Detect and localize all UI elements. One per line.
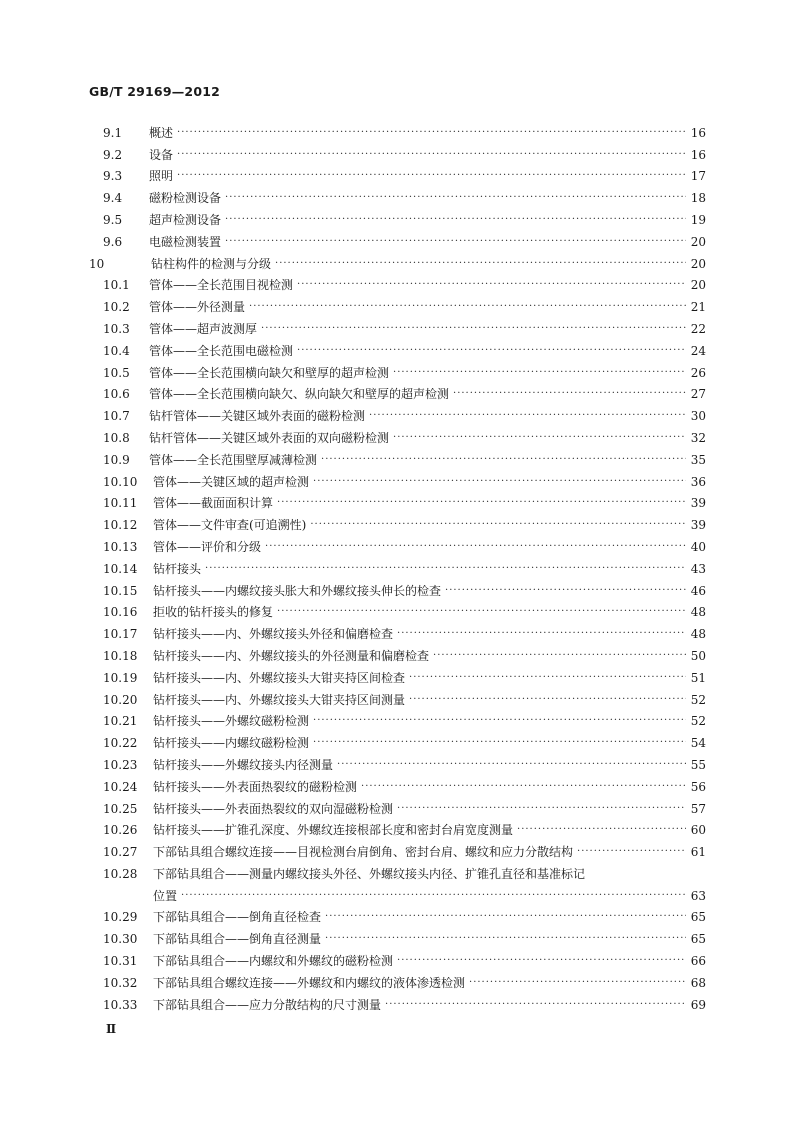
toc-entry-number: 10.13 bbox=[103, 539, 138, 554]
toc-entry[interactable] bbox=[89, 772, 706, 794]
dot-leader bbox=[453, 387, 686, 401]
dot-leader bbox=[277, 496, 686, 510]
toc-entry-number: 9.4 bbox=[103, 191, 123, 206]
toc-entry-title: 钻杆接头——内、外螺纹接头大钳夹持区间检查 bbox=[153, 670, 406, 685]
toc-entry[interactable] bbox=[89, 663, 706, 685]
toc-entry-title: 钻杆接头——内、外螺纹接头大钳夹持区间测量 bbox=[153, 692, 406, 707]
toc-entry-number: 10.26 bbox=[103, 823, 138, 838]
dot-leader bbox=[337, 758, 686, 772]
toc-entry-number: 10.31 bbox=[103, 954, 138, 969]
toc-entry-number: 10.18 bbox=[103, 648, 138, 663]
toc-entry[interactable] bbox=[89, 358, 706, 380]
toc-entry-page: 20 bbox=[690, 256, 706, 271]
toc-entry-page: 56 bbox=[690, 779, 706, 794]
toc-entry-title: 概述 bbox=[149, 125, 174, 140]
toc-entry-continuation bbox=[89, 881, 706, 903]
toc-entry-number: 10.17 bbox=[103, 627, 138, 642]
dot-leader bbox=[397, 627, 686, 641]
toc-entry-number: 10.8 bbox=[103, 430, 130, 445]
toc-entry-number: 10.19 bbox=[103, 670, 138, 685]
toc-entry-number: 10.2 bbox=[103, 300, 130, 315]
dot-leader bbox=[313, 475, 686, 489]
toc-entry-title: 钻杆接头——外螺纹磁粉检测 bbox=[153, 714, 310, 729]
dot-leader bbox=[517, 823, 686, 837]
toc-entry-title: 超声检测设备 bbox=[149, 212, 222, 227]
toc-entry[interactable] bbox=[89, 641, 706, 663]
toc-entry-title: 下部钻具组合——应力分散结构的尺寸测量 bbox=[153, 997, 382, 1012]
toc-entry-number: 10.23 bbox=[103, 757, 138, 772]
toc-entry-title: 管体——全长范围电磁检测 bbox=[149, 343, 294, 358]
dot-leader bbox=[249, 300, 686, 314]
toc-entry[interactable] bbox=[89, 816, 706, 838]
toc-entry[interactable] bbox=[89, 205, 706, 227]
toc-entry-number: 10.14 bbox=[103, 561, 138, 576]
dot-leader bbox=[397, 954, 686, 968]
toc-entry-number: 10.15 bbox=[103, 583, 138, 598]
dot-leader bbox=[261, 322, 686, 336]
toc-entry-title: 钻杆接头——内、外螺纹接头外径和偏磨检查 bbox=[153, 627, 394, 642]
toc-entry[interactable] bbox=[89, 249, 706, 271]
toc-entry-number: 10.29 bbox=[103, 910, 138, 925]
toc-entry[interactable] bbox=[89, 598, 706, 620]
dot-leader bbox=[225, 235, 686, 249]
toc-entry[interactable] bbox=[89, 314, 706, 336]
toc-entry-page: 16 bbox=[690, 147, 706, 162]
toc-entry-page: 36 bbox=[690, 474, 706, 489]
toc-entry-page: 65 bbox=[690, 932, 706, 947]
toc-entry-title: 管体——超声波测厚 bbox=[149, 321, 258, 336]
toc-entry-page: 52 bbox=[690, 714, 706, 729]
toc-entry-number: 10.12 bbox=[103, 518, 138, 533]
dot-leader bbox=[393, 366, 686, 380]
dot-leader bbox=[577, 845, 686, 859]
toc-entry[interactable] bbox=[89, 619, 706, 641]
toc-entry-page: 61 bbox=[690, 845, 706, 860]
dot-leader bbox=[361, 780, 686, 794]
toc-entry-page: 50 bbox=[690, 648, 706, 663]
toc-entry-page: 24 bbox=[690, 343, 706, 358]
toc-entry[interactable] bbox=[89, 380, 706, 402]
dot-leader bbox=[205, 562, 686, 576]
toc-entry-title: 下部钻具组合螺纹连接——目视检测台肩倒角、密封台肩、螺纹和应力分散结构 bbox=[153, 845, 574, 860]
toc-entry-page: 19 bbox=[690, 212, 706, 227]
dot-leader bbox=[369, 409, 686, 423]
dot-leader bbox=[297, 278, 686, 292]
toc-entry[interactable] bbox=[89, 750, 706, 772]
toc-entry-page: 21 bbox=[690, 300, 706, 315]
toc-entry-number: 10.30 bbox=[103, 932, 138, 947]
toc-entry[interactable] bbox=[89, 903, 706, 925]
toc-entry[interactable] bbox=[89, 554, 706, 576]
toc-entry[interactable] bbox=[89, 837, 706, 859]
toc-entry-title: 磁粉检测设备 bbox=[149, 191, 222, 206]
toc-entry-title: 下部钻具组合——内螺纹和外螺纹的磁粉检测 bbox=[153, 954, 394, 969]
toc-entry-title: 管体——评价和分级 bbox=[153, 539, 262, 554]
dot-leader bbox=[181, 889, 686, 903]
dot-leader bbox=[225, 191, 686, 205]
dot-leader bbox=[433, 649, 686, 663]
dot-leader bbox=[409, 671, 686, 685]
toc-entry-title-continued: 位置 bbox=[153, 888, 178, 903]
toc-entry-title: 钻杆接头 bbox=[153, 561, 202, 576]
toc-entry-number: 9.5 bbox=[103, 212, 123, 227]
toc-entry-number: 10.33 bbox=[103, 997, 138, 1012]
dot-leader bbox=[313, 736, 686, 750]
toc-entry-number: 9.6 bbox=[103, 234, 123, 249]
toc-entry-page: 57 bbox=[690, 801, 706, 816]
toc-entry-title: 管体——文件审查(可追溯性) bbox=[153, 518, 307, 533]
toc-entry-title: 钻杆管体——关键区域外表面的磁粉检测 bbox=[149, 409, 366, 424]
dot-leader bbox=[265, 540, 686, 554]
toc-entry-title: 钻杆接头——外表面热裂纹的双向湿磁粉检测 bbox=[153, 801, 394, 816]
toc-entry[interactable] bbox=[89, 946, 706, 968]
toc-entry-page: 55 bbox=[690, 757, 706, 772]
toc-entry-number: 10.25 bbox=[103, 801, 138, 816]
toc-entry-number: 10.20 bbox=[103, 692, 138, 707]
toc-entry[interactable] bbox=[89, 707, 706, 729]
toc-entry[interactable] bbox=[89, 685, 706, 707]
toc-entry-title: 钻杆管体——关键区域外表面的双向磁粉检测 bbox=[149, 430, 390, 445]
toc-entry-title: 下部钻具组合螺纹连接——外螺纹和内螺纹的液体渗透检测 bbox=[153, 975, 466, 990]
toc-entry-title: 管体——外径测量 bbox=[149, 300, 246, 315]
dot-leader bbox=[409, 693, 686, 707]
toc-entry-number: 10.27 bbox=[103, 845, 138, 860]
toc-entry[interactable] bbox=[89, 794, 706, 816]
toc-entry[interactable] bbox=[89, 510, 706, 532]
toc-entry-page: 54 bbox=[690, 736, 706, 751]
toc-entry[interactable] bbox=[89, 532, 706, 554]
toc-entry-page: 20 bbox=[690, 234, 706, 249]
toc-entry-title: 钻杆接头——内螺纹接头胀大和外螺纹接头伸长的检查 bbox=[153, 583, 442, 598]
toc-entry-number: 10.7 bbox=[103, 409, 130, 424]
toc-entry-title: 拒收的钻杆接头的修复 bbox=[153, 605, 274, 620]
dot-leader bbox=[310, 518, 686, 532]
toc-entry-number: 10.22 bbox=[103, 736, 138, 751]
toc-entry-number: 10.11 bbox=[103, 496, 138, 511]
dot-leader bbox=[325, 932, 686, 946]
toc-entry-title: 钻柱构件的检测与分级 bbox=[151, 256, 272, 271]
toc-entry[interactable] bbox=[89, 423, 706, 445]
toc-entry-title: 下部钻具组合——测量内螺纹接头外径、外螺纹接头内径、扩锥孔直径和基准标记 bbox=[153, 866, 586, 881]
toc-entry-page: 51 bbox=[690, 670, 706, 685]
toc-entry-page: 32 bbox=[690, 430, 706, 445]
toc-entry-page: 22 bbox=[690, 321, 706, 336]
toc-entry-page: 26 bbox=[690, 365, 706, 380]
toc-entry-title: 管体——全长范围横向缺欠、纵向缺欠和壁厚的超声检测 bbox=[149, 387, 450, 402]
toc-entry-number: 10.21 bbox=[103, 714, 138, 729]
toc-entry-page: 60 bbox=[690, 823, 706, 838]
toc-entry-number: 10.16 bbox=[103, 605, 138, 620]
dot-leader bbox=[393, 431, 686, 445]
toc-entry-page: 35 bbox=[690, 452, 706, 467]
dot-leader bbox=[385, 998, 686, 1012]
toc-entry[interactable] bbox=[89, 336, 706, 358]
toc-entry-number: 9.2 bbox=[103, 147, 123, 162]
toc-entry-page: 46 bbox=[690, 583, 706, 598]
toc-entry-page: 69 bbox=[690, 997, 706, 1012]
dot-leader bbox=[321, 453, 686, 467]
toc-entry-number: 10.32 bbox=[103, 975, 138, 990]
toc-entry[interactable] bbox=[89, 859, 706, 881]
document-code: GB/T 29169—2012 bbox=[89, 84, 221, 99]
toc-entry[interactable] bbox=[89, 467, 706, 489]
toc-entry[interactable] bbox=[89, 292, 706, 314]
dot-leader bbox=[445, 584, 686, 598]
toc-entry[interactable] bbox=[89, 445, 706, 467]
toc-entry-page: 68 bbox=[690, 975, 706, 990]
toc-entry-page: 39 bbox=[690, 496, 706, 511]
dot-leader bbox=[177, 148, 686, 162]
dot-leader bbox=[177, 169, 686, 183]
toc-entry-page: 52 bbox=[690, 692, 706, 707]
dot-leader bbox=[469, 976, 686, 990]
toc-entry-page: 30 bbox=[690, 409, 706, 424]
toc-entry-number: 10.5 bbox=[103, 365, 130, 380]
toc-entry-title: 下部钻具组合——倒角直径测量 bbox=[153, 932, 322, 947]
toc-entry-title: 照明 bbox=[149, 169, 174, 184]
dot-leader bbox=[325, 910, 686, 924]
dot-leader bbox=[225, 213, 686, 227]
toc-entry-number: 10.6 bbox=[103, 387, 130, 402]
toc-entry-title: 管体——全长范围壁厚减薄检测 bbox=[149, 452, 318, 467]
toc-entry-page: 18 bbox=[690, 191, 706, 206]
toc-entry-number: 10.4 bbox=[103, 343, 130, 358]
dot-leader bbox=[397, 802, 686, 816]
toc-entry[interactable] bbox=[89, 924, 706, 946]
dot-leader bbox=[297, 344, 686, 358]
toc-entry-title: 电磁检测装置 bbox=[149, 234, 222, 249]
toc-entry-number: 9.3 bbox=[103, 169, 123, 184]
toc-entry-number: 9.1 bbox=[103, 125, 123, 140]
toc-entry-title: 钻杆接头——外表面热裂纹的磁粉检测 bbox=[153, 779, 358, 794]
toc-entry-number: 10 bbox=[89, 256, 105, 271]
toc-entry-page: 43 bbox=[690, 561, 706, 576]
toc-entry[interactable] bbox=[89, 118, 706, 140]
toc-entry[interactable] bbox=[89, 271, 706, 293]
toc-entry[interactable] bbox=[89, 162, 706, 184]
toc-entry-page: 39 bbox=[690, 518, 706, 533]
toc-entry-page: 16 bbox=[690, 125, 706, 140]
toc-entry-number: 10.24 bbox=[103, 779, 138, 794]
toc-entry-page: 17 bbox=[690, 169, 706, 184]
table-of-contents bbox=[89, 118, 706, 1012]
toc-entry-page: 63 bbox=[690, 888, 706, 903]
toc-entry[interactable] bbox=[89, 990, 706, 1012]
toc-entry-title: 设备 bbox=[149, 147, 174, 162]
toc-entry[interactable] bbox=[89, 968, 706, 990]
toc-entry[interactable] bbox=[89, 489, 706, 511]
page-number: Ⅱ bbox=[106, 1022, 117, 1036]
toc-entry-title: 钻杆接头——内螺纹磁粉检测 bbox=[153, 736, 310, 751]
toc-entry-page: 27 bbox=[690, 387, 706, 402]
toc-entry[interactable] bbox=[89, 140, 706, 162]
toc-entry[interactable] bbox=[89, 183, 706, 205]
toc-entry[interactable] bbox=[89, 401, 706, 423]
dot-leader bbox=[313, 714, 686, 728]
toc-entry-title: 下部钻具组合——倒角直径检查 bbox=[153, 910, 322, 925]
toc-entry-title: 管体——全长范围横向缺欠和壁厚的超声检测 bbox=[149, 365, 390, 380]
toc-entry-page: 66 bbox=[690, 954, 706, 969]
toc-entry-number: 10.28 bbox=[103, 866, 138, 881]
toc-entry-title: 钻杆接头——扩锥孔深度、外螺纹连接根部长度和密封台肩宽度测量 bbox=[153, 823, 514, 838]
toc-entry-page: 20 bbox=[690, 278, 706, 293]
toc-entry-page: 48 bbox=[690, 627, 706, 642]
dot-leader bbox=[275, 257, 686, 271]
toc-entry-number: 10.9 bbox=[103, 452, 130, 467]
toc-entry-number: 10.10 bbox=[103, 474, 138, 489]
toc-entry-title: 管体——截面面积计算 bbox=[153, 496, 274, 511]
dot-leader bbox=[277, 605, 686, 619]
toc-entry-number: 10.1 bbox=[103, 278, 130, 293]
toc-entry-page: 48 bbox=[690, 605, 706, 620]
toc-entry[interactable] bbox=[89, 227, 706, 249]
toc-entry[interactable] bbox=[89, 576, 706, 598]
toc-entry-title: 管体——关键区域的超声检测 bbox=[153, 474, 310, 489]
toc-entry[interactable] bbox=[89, 728, 706, 750]
toc-entry-title: 钻杆接头——外螺纹接头内径测量 bbox=[153, 757, 334, 772]
toc-entry-title: 钻杆接头——内、外螺纹接头的外径测量和偏磨检查 bbox=[153, 648, 430, 663]
toc-entry-title: 管体——全长范围目视检测 bbox=[149, 278, 294, 293]
toc-entry-page: 40 bbox=[690, 539, 706, 554]
toc-entry-page: 65 bbox=[690, 910, 706, 925]
dot-leader bbox=[177, 126, 686, 140]
toc-entry-number: 10.3 bbox=[103, 321, 130, 336]
